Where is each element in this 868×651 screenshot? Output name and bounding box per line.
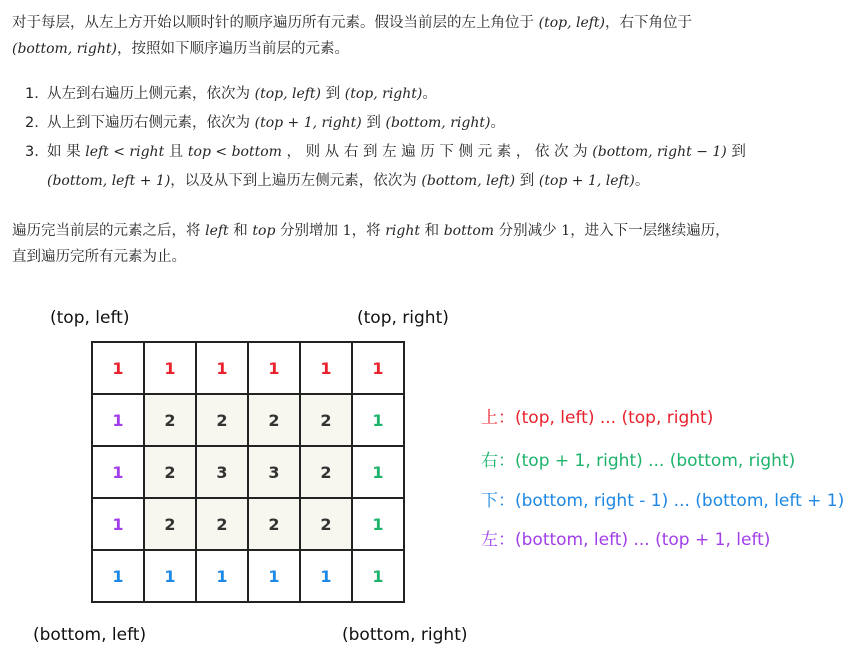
grid-cell: 1 — [92, 394, 144, 446]
grid-cell: 1 — [248, 342, 300, 394]
grid-cell: 2 — [300, 394, 352, 446]
step-3 — [25, 138, 863, 196]
step-math: left < right — [85, 144, 165, 160]
step-math: (top, left) — [254, 86, 322, 102]
intro-text: 对于每层，从左上方开始以顺时针的顺序遍历所有元素。假设当前层的左上角位于 — [12, 15, 539, 31]
step-math: (bottom, left + 1) — [47, 173, 171, 189]
step-text: ， 则 从 右 到 左 遍 历 下 侧 元 素 ， 依 次 为 — [281, 144, 593, 160]
grid-cell: 3 — [248, 446, 300, 498]
grid-cell: 1 — [300, 342, 352, 394]
step-math: top < bottom — [187, 144, 282, 160]
grid-cell: 1 — [352, 342, 404, 394]
grid-cell: 2 — [300, 498, 352, 550]
step-math: (top + 1, left) — [538, 173, 635, 189]
grid-cell: 1 — [196, 342, 248, 394]
step-number: 3. — [25, 144, 39, 160]
grid-cell: 2 — [196, 394, 248, 446]
grid-cell: 1 — [92, 446, 144, 498]
grid-cell: 1 — [196, 550, 248, 602]
step-text: 且 — [164, 144, 188, 160]
grid-row — [92, 498, 404, 550]
outro-math: 1 — [342, 223, 352, 239]
step-list — [25, 80, 863, 196]
step-number: 1. — [25, 86, 39, 102]
outro-text: 直到遍历完所有元素为止。 — [12, 249, 186, 265]
step-text: 到 — [515, 173, 539, 189]
outro-text: 分别增加 — [275, 223, 343, 239]
step-math: (bottom, right − 1) — [592, 144, 727, 160]
outro-text: ，进入下一层继续遍历， — [570, 223, 730, 239]
grid-cell: 1 — [144, 550, 196, 602]
step-text: 到 — [321, 86, 345, 102]
outro-text: 和 — [228, 223, 253, 239]
step-text: 。 — [634, 173, 650, 189]
step-text: ，以及从下到上遍历左侧元素，依次为 — [170, 173, 422, 189]
intro-text: ，按照如下顺序遍历当前层的元素。 — [116, 41, 349, 57]
outro-text: 遍历完当前层的元素之后，将 — [12, 223, 206, 239]
grid-cell: 1 — [92, 498, 144, 550]
grid-cell: 2 — [248, 498, 300, 550]
grid-cell: 2 — [300, 446, 352, 498]
step-text: 从上到下遍历右侧元素，依次为 — [47, 115, 255, 131]
grid-cell: 2 — [144, 394, 196, 446]
grid-cell: 1 — [352, 550, 404, 602]
outro-math: right — [385, 223, 420, 239]
step-text: 。 — [422, 86, 437, 102]
outro-text: 分别减少 — [494, 223, 562, 239]
grid-cell: 1 — [352, 394, 404, 446]
step-text: 到 — [726, 144, 746, 160]
math-bottom-right: (bottom, right) — [12, 41, 117, 57]
step-number: 2. — [25, 115, 39, 131]
step-math: (top, right) — [344, 86, 423, 102]
grid-cell: 1 — [248, 550, 300, 602]
legend-item: 右：(top + 1, right) ... (bottom, right) — [481, 451, 796, 471]
legend-item: 上：(top, left) ... (top, right) — [481, 408, 714, 428]
outro-math: 1 — [561, 223, 571, 239]
grid-cell: 1 — [352, 498, 404, 550]
step-text: 到 — [361, 115, 386, 131]
math-top-left: (top, left) — [538, 15, 606, 31]
grid-row — [92, 446, 404, 498]
corner-label-top-left: (top, left) — [50, 308, 130, 328]
grid-row — [92, 394, 404, 446]
outro-math: top — [252, 223, 276, 239]
step-math: (top + 1, right) — [254, 115, 362, 131]
legend-item: 左：(bottom, left) ... (top + 1, left) — [481, 530, 771, 550]
outro-text: 和 — [419, 223, 444, 239]
grid-cell: 2 — [144, 498, 196, 550]
step-text: 。 — [490, 115, 505, 131]
step-text: 从左到右遍历上侧元素，依次为 — [47, 86, 255, 102]
grid-cell: 2 — [144, 446, 196, 498]
corner-label-top-right: (top, right) — [357, 308, 449, 328]
step-3-continued — [25, 167, 863, 196]
grid-cell: 1 — [92, 550, 144, 602]
grid-cell: 2 — [196, 498, 248, 550]
corner-label-bottom-right: (bottom, right) — [342, 625, 468, 645]
grid-cell: 3 — [196, 446, 248, 498]
grid-row — [92, 550, 404, 602]
outro-math: bottom — [443, 223, 495, 239]
step-1 — [25, 80, 863, 109]
corner-label-bottom-left: (bottom, left) — [33, 625, 147, 645]
grid-cell: 1 — [300, 550, 352, 602]
grid-row — [92, 342, 404, 394]
grid-cell: 2 — [248, 394, 300, 446]
step-2 — [25, 109, 863, 138]
outro-paragraph — [12, 218, 864, 270]
step-math: (bottom, left) — [421, 173, 516, 189]
matrix-grid — [91, 341, 405, 603]
grid-cell: 1 — [144, 342, 196, 394]
step-text: 如 果 — [47, 144, 86, 160]
step-math: (bottom, right) — [385, 115, 491, 131]
intro-paragraph — [12, 10, 864, 62]
grid-cell: 1 — [92, 342, 144, 394]
outro-math: left — [205, 223, 229, 239]
outro-text: ，将 — [351, 223, 386, 239]
grid-cell: 1 — [352, 446, 404, 498]
intro-text: ，右下角位于 — [605, 15, 693, 31]
legend-item: 下：(bottom, right - 1) ... (bottom, left + 1) — [481, 491, 845, 511]
